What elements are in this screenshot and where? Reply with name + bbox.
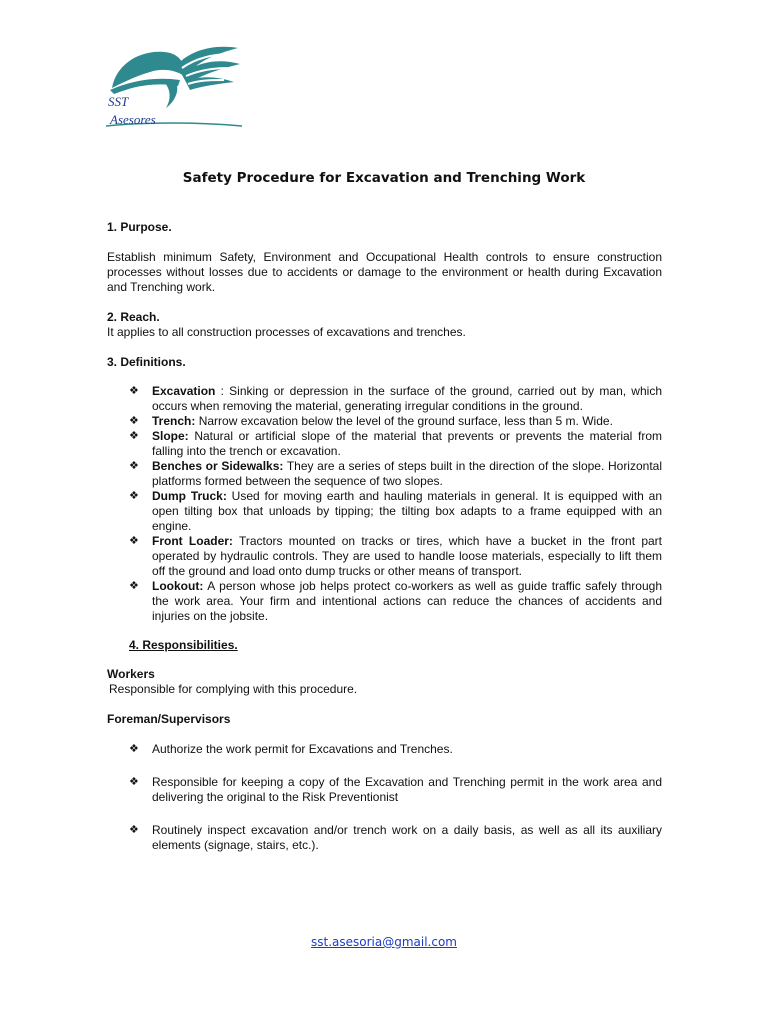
document-body	[107, 220, 662, 871]
diamond-bullet-icon: ❖	[129, 430, 139, 442]
definition-term: Slope:	[152, 429, 189, 443]
document-title: Safety Procedure for Excavation and Trenching Work	[182, 170, 586, 186]
footer-email-link[interactable]: sst.asesoria@gmail.com	[311, 935, 457, 949]
definition-term: Front Loader:	[152, 534, 233, 548]
definition-item-trench	[107, 414, 662, 429]
definition-item-benches	[107, 459, 662, 489]
reach-paragraph: It applies to all construction processes of excavations and trenches.	[107, 325, 466, 339]
diamond-bullet-icon: ❖	[129, 824, 139, 836]
purpose-paragraph: Establish minimum Safety, Environment and Occupational Health controls to ensure construction processes without losses due to accidents or damage to the environment or health during Excavation and Trenching work.	[107, 250, 662, 294]
definition-separator: :	[215, 384, 230, 398]
definition-text: Used for moving earth and hauling materials in general. It is equipped with an open tilting box that unloads by tipping; the tilting box adapts to a frame equipped with an engine.	[152, 489, 662, 533]
diamond-bullet-icon: ❖	[129, 385, 139, 397]
foreman-duty-text: Routinely inspect excavation and/or trench work on a daily basis, as well as all its auxiliary elements (signage, stairs, etc.).	[152, 823, 662, 852]
purpose-heading: 1. Purpose.	[107, 220, 172, 234]
definitions-heading: 3. Definitions.	[107, 355, 186, 369]
diamond-bullet-icon: ❖	[129, 776, 139, 788]
definition-item-slope	[107, 429, 662, 459]
definition-item-excavation	[107, 384, 662, 414]
definition-text: A person whose job helps protect co-workers as well as guide traffic safely through the work area. Your firm and intentional actions can reduce the chances of accidents and injuries on the jobsite.	[152, 579, 662, 623]
foreman-heading: Foreman/Supervisors	[107, 712, 231, 726]
definition-item-dump-truck	[107, 489, 662, 534]
foreman-duties-list	[107, 742, 662, 853]
logo-text-line1: SST	[108, 94, 129, 109]
diamond-bullet-icon: ❖	[129, 490, 139, 502]
definition-text: Natural or artificial slope of the material that prevents or prevents the material from falling into the trench or excavation.	[152, 429, 662, 458]
foreman-duty-text: Authorize the work permit for Excavations and Trenches.	[152, 742, 453, 756]
reach-heading: 2. Reach.	[107, 310, 160, 324]
definition-text: Narrow excavation below the level of the ground surface, less than 5 m. Wide.	[198, 414, 613, 428]
foreman-duty-item	[107, 742, 662, 757]
workers-heading: Workers	[107, 667, 155, 681]
diamond-bullet-icon: ❖	[129, 535, 139, 547]
definition-item-front-loader	[107, 534, 662, 579]
definition-term: Dump Truck:	[152, 489, 227, 503]
diamond-bullet-icon: ❖	[129, 580, 139, 592]
foreman-duty-text: Responsible for keeping a copy of the Excavation and Trenching permit in the work area and delivering the original to the Risk Preventionist	[152, 775, 662, 804]
diamond-bullet-icon: ❖	[129, 460, 139, 472]
foreman-duty-item	[107, 775, 662, 805]
responsibilities-heading: 4. Responsibilities.	[129, 638, 238, 652]
logo-text-line2: Asesores	[110, 112, 156, 127]
diamond-bullet-icon: ❖	[129, 415, 139, 427]
definitions-list	[107, 384, 662, 624]
definition-term: Lookout:	[152, 579, 204, 593]
definition-item-lookout	[107, 579, 662, 624]
definition-text: They are a series of steps built in the direction of the slope. Horizontal platforms formed between the sequence of two slopes.	[152, 459, 662, 488]
definition-text: Tractors mounted on tracks or tires, which have a bucket in the front part operated by hydraulic controls. They are used to handle loose materials, especially to lift them off the ground and load onto dump trucks or other means of transport.	[152, 534, 662, 578]
winged-helmet-logo-icon	[106, 42, 242, 130]
definition-text: Sinking or depression in the surface of the ground, carried out by man, which occurs when removing the material, generating irregular conditions in the ground.	[152, 384, 662, 413]
foreman-duty-item	[107, 823, 662, 853]
workers-paragraph: Responsible for complying with this procedure.	[109, 682, 358, 696]
definition-term: Benches or Sidewalks:	[152, 459, 284, 473]
definition-term: Trench:	[152, 414, 196, 428]
definition-term: Excavation	[152, 384, 216, 398]
company-logo	[106, 42, 242, 130]
diamond-bullet-icon: ❖	[129, 743, 139, 755]
